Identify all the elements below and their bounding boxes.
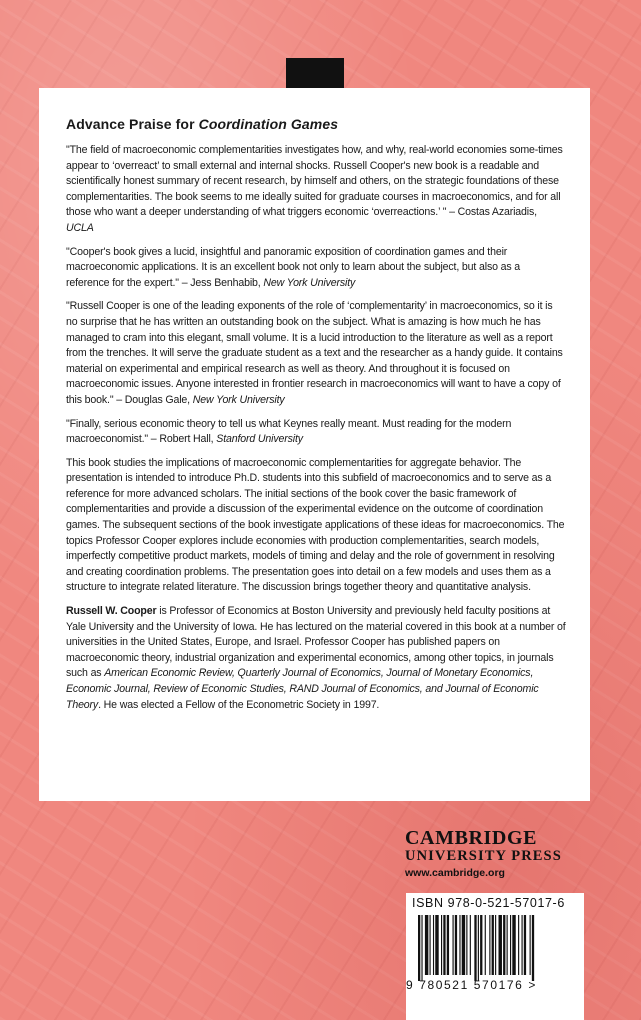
barcode-bar [441,915,442,975]
barcode-icon [410,915,580,1013]
barcode-bar [459,915,460,975]
barcode-bar [474,915,476,981]
spine-tab [286,58,344,90]
barcode-bar [470,915,471,975]
isbn-label: ISBN 978-0-521-57017-6 [412,896,565,910]
barcode-bar [447,915,449,975]
barcode-bar [510,915,511,975]
barcode-bar [518,915,519,975]
barcode-bar [421,915,422,981]
praise-quote-hall: "Finally, serious economic theory to tell us what Keynes really meant. Must reading for the modern macroeconomist." – Robert Hall, Stanford University [66,417,512,446]
barcode-bar [485,915,486,975]
publisher-name: CAMBRIDGE [405,827,538,849]
barcode-bar [443,915,445,975]
author-bio: Russell W. Cooper is Professor of Economics at Boston University and previously held faculty positions at Yale University and the University of Iowa. He has lectured on the material covered in this book at a number of universities in the United States, Europe, and Israel. Professor Cooper has published papers on macroeconomic theory, industrial organization and experimental economics, among other topics, in journals such as American Economic Review, Quarterly Journal of Economics, Journal of Monetary Economics, Economic Journal, Review of Economic Studies, RAND Journal of Economics, and Journal of Economic Theory. He was elected a Fellow of the Econometric Society in 1997. [66,605,566,711]
barcode-digits: 9 780521 570176 > [406,978,537,992]
barcode-bar [462,915,465,975]
barcode-bar [512,915,515,975]
back-cover-text-panel [39,88,590,801]
praise-heading: Advance Praise for Coordination Games [66,116,339,132]
barcode-bar [499,915,502,975]
barcode-bar [455,915,457,975]
publisher-url: www.cambridge.org [405,867,505,879]
barcode-bar [430,915,431,975]
book-title: Coordination Games [198,116,339,132]
barcode-bar [495,915,496,975]
barcode-bar [489,915,490,975]
barcode-bar [530,915,531,975]
barcode-bar [466,915,467,975]
barcode-bar [480,915,482,975]
barcode-bar [524,915,526,975]
barcode-bar [492,915,494,975]
barcode-bar [503,915,505,975]
journal-list: American Economic Review, Quarterly Journal of Economics, Journal of Monetary Economics, Economic Journal, Review of Economic Studies, RAND Journal of Economics, and Journal of Economic Theory [66,667,539,711]
isbn-barcode-box [406,893,584,1020]
barcode-bar [435,915,438,975]
barcode-bar [522,915,523,975]
publisher-logo [405,828,581,881]
barcode-bar [532,915,534,981]
praise-quote-azariadis: "The field of macroeconomic complementarities investigates how, and why, real-world economies some-times appear to ‘overreact’ to small external and internal shocks. Russell Cooper's new book is a readable and scientifically honest summary of recent research, by himself and others, on the strategic foundations of these complementarities. The book seems to me ideally suited for graduate courses in macroeconomics, and for all those who want a deeper understanding of what triggers economic ‘overreactions.’ " – Costas Azariadis, UCLA [66,144,563,234]
barcode-bar [478,915,479,981]
barcode-bar [433,915,434,975]
praise-quote-gale: "Russell Cooper is one of the leading exponents of the role of ‘complementarity’ in macroeconomics, so it is no surprise that he has written an outstanding book on the subject. What is amazing is how much he has managed to cram into this elegant, small volume. It is a lucid introduction to the literature as well as a report from the trenches. It will serve the graduate student as a text and the researcher as a handy guide. It contains material on experimental and empirical research as well as theory. And throughout it is focused on macroeconomic issues. Anyone interested in frontier research in macroeconomics will want to have a copy of this book." – Douglas Gale, New York University [66,300,563,406]
book-description: This book studies the implications of macroeconomic complementarities for aggregate behavior. The presentation is intended to introduce Ph.D. students into this subfield of macroeconomics and to serve as a reference for more advanced scholars. The initial sections of the book cover the basic framework of complementarities and provide a discussion of the experimental evidence on the outcome of coordination games. The subsequent sections of the book investigate applications of these ideas for macroeconomics. The topics Professor Cooper explores include economies with production complementarities, search models, imperfectly competitive product markets, models of timing and delay and the role of government in resolving and creating coordination problems. The presentation goes into detail on a few models and uses them as a structure to integrate related literature. The discussion brings together theory and quantitative analysis. [66,456,565,594]
publisher-press: UNIVERSITY PRESS [405,848,562,864]
barcode-bar [453,915,454,975]
barcode-bar [418,915,420,981]
barcode-bar [425,915,428,975]
praise-quote-benhabib: "Cooper's book gives a lucid, insightful and panoramic exposition of coordination games and their macroeconomic applications. It is an excellent book not only to learn about the subject, but also as a reference for the expert." – Jess Benhabib, New York University [66,245,521,289]
barcode-bar [507,915,508,975]
author-name: Russell W. Cooper [66,605,157,618]
